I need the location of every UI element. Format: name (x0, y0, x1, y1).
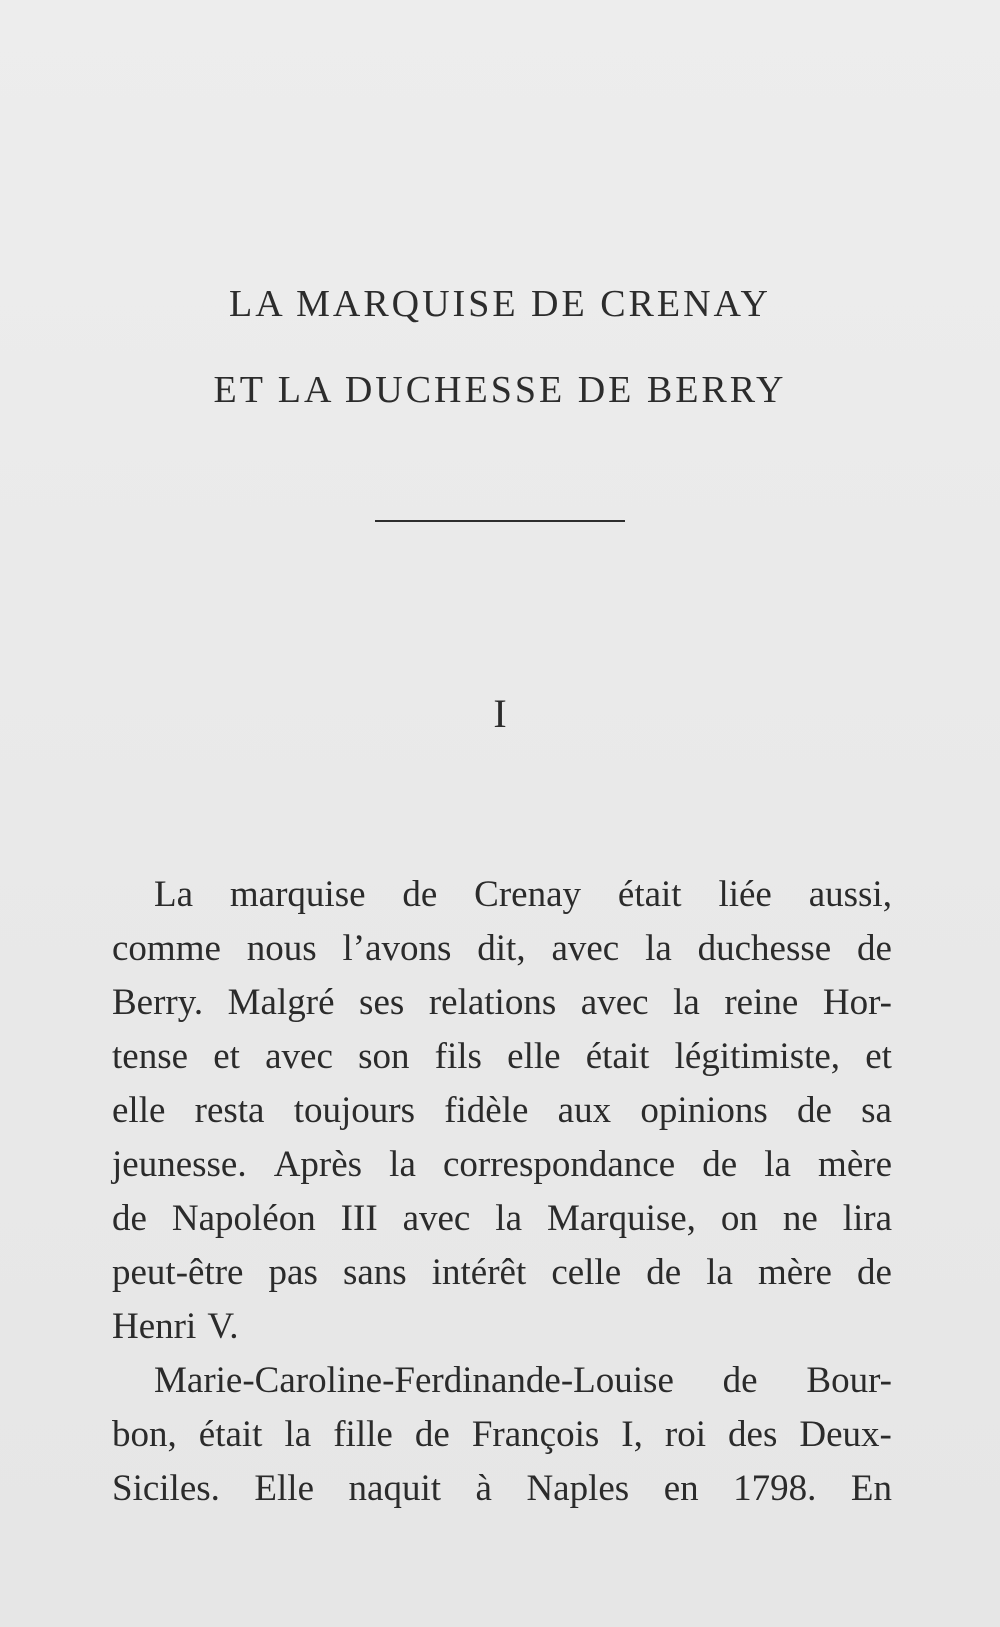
word: Deux- (799, 1414, 892, 1455)
word: avec (580, 982, 649, 1023)
word: l’avons (342, 928, 452, 969)
text-line (112, 1246, 892, 1300)
word: bon, (112, 1414, 177, 1455)
word: lira (842, 1198, 892, 1239)
word: elle (507, 1036, 561, 1077)
word: Elle (254, 1468, 315, 1509)
word: la (673, 982, 700, 1023)
word: marquise (229, 874, 366, 915)
word: naquit (348, 1468, 441, 1509)
word: pas (268, 1252, 318, 1293)
word: Après (273, 1144, 363, 1185)
word: En (850, 1468, 892, 1509)
word: celle (551, 1252, 622, 1293)
word: duchesse (697, 928, 832, 969)
word: avec (265, 1036, 333, 1077)
word: la (389, 1144, 416, 1185)
word: de (414, 1414, 450, 1455)
word: relations (428, 982, 557, 1023)
word: resta (194, 1090, 265, 1131)
word: de (857, 928, 892, 969)
word: mère (757, 1252, 832, 1293)
body-text (112, 868, 892, 1516)
word: Hor- (822, 982, 892, 1023)
word: reine (724, 982, 799, 1023)
word: avec (551, 928, 620, 969)
word: fidèle (444, 1090, 529, 1131)
word: I, (621, 1414, 643, 1455)
text-line (112, 1462, 892, 1516)
word: Henri (112, 1306, 197, 1347)
word: à (475, 1468, 492, 1509)
word: sans (342, 1252, 407, 1293)
word: Berry. (112, 982, 204, 1023)
text-line (112, 1300, 892, 1354)
word: tense (112, 1036, 189, 1077)
word: de (797, 1090, 832, 1131)
word: ne (782, 1198, 818, 1239)
word: nous (246, 928, 317, 969)
word: Marie-Caroline-Ferdinande-Louise (154, 1360, 674, 1401)
word: toujours (293, 1090, 415, 1131)
section-number: I (493, 691, 507, 736)
word: de (722, 1360, 758, 1401)
word: de (646, 1252, 682, 1293)
word: V. (207, 1306, 239, 1347)
text-line (112, 1084, 892, 1138)
word: Bour- (806, 1360, 892, 1401)
word: on (720, 1198, 758, 1239)
word: intérêt (431, 1252, 527, 1293)
text-line (112, 922, 892, 976)
word: la (764, 1144, 791, 1185)
word: de (402, 874, 438, 915)
word: François (471, 1414, 600, 1455)
text-line (112, 1192, 892, 1246)
word: peut-être (112, 1252, 244, 1293)
word: III (340, 1198, 378, 1239)
word: roi (664, 1414, 707, 1455)
chapter-title-line-1: LA MARQUISE DE CRENAY (229, 283, 771, 325)
word: Naples (526, 1468, 630, 1509)
word: liée (718, 874, 772, 915)
word: La (154, 874, 194, 915)
word: était (585, 1036, 650, 1077)
word: Marquise, (546, 1198, 696, 1239)
text-line (112, 1354, 892, 1408)
text-line (112, 1138, 892, 1192)
word: de (856, 1252, 892, 1293)
word: légitimiste, (674, 1036, 841, 1077)
word: dit, (477, 928, 526, 969)
word: comme (112, 928, 221, 969)
word: Malgré (227, 982, 335, 1023)
word: Crenay (474, 874, 582, 915)
word: de (702, 1144, 738, 1185)
text-line (112, 976, 892, 1030)
word: son (358, 1036, 410, 1077)
word: était (617, 874, 682, 915)
word: en (663, 1468, 699, 1509)
word: de (112, 1198, 147, 1239)
word: des (728, 1414, 778, 1455)
word: aux (557, 1090, 612, 1131)
word: opinions (640, 1090, 768, 1131)
word: correspondance (442, 1144, 676, 1185)
word: la (706, 1252, 733, 1293)
word: sa (861, 1090, 892, 1131)
word: elle (112, 1090, 166, 1131)
word: 1798. (733, 1468, 817, 1509)
word: et (865, 1036, 892, 1077)
chapter-title-line-2: ET LA DUCHESSE DE BERRY (213, 369, 787, 411)
word: ses (359, 982, 405, 1023)
word: fils (434, 1036, 482, 1077)
title-divider (375, 520, 625, 522)
text-line (112, 1408, 892, 1462)
word: aussi, (808, 874, 892, 915)
word: la (495, 1198, 522, 1239)
word: avec (402, 1198, 471, 1239)
text-line (112, 1030, 892, 1084)
word: Siciles. (112, 1468, 220, 1509)
word: était (198, 1414, 263, 1455)
word: la (284, 1414, 312, 1455)
word: mère (818, 1144, 892, 1185)
word: jeunesse. (112, 1144, 247, 1185)
word: fille (333, 1414, 393, 1455)
word: Napoléon (171, 1198, 316, 1239)
word: et (213, 1036, 240, 1077)
text-line (112, 868, 892, 922)
word: la (645, 928, 672, 969)
